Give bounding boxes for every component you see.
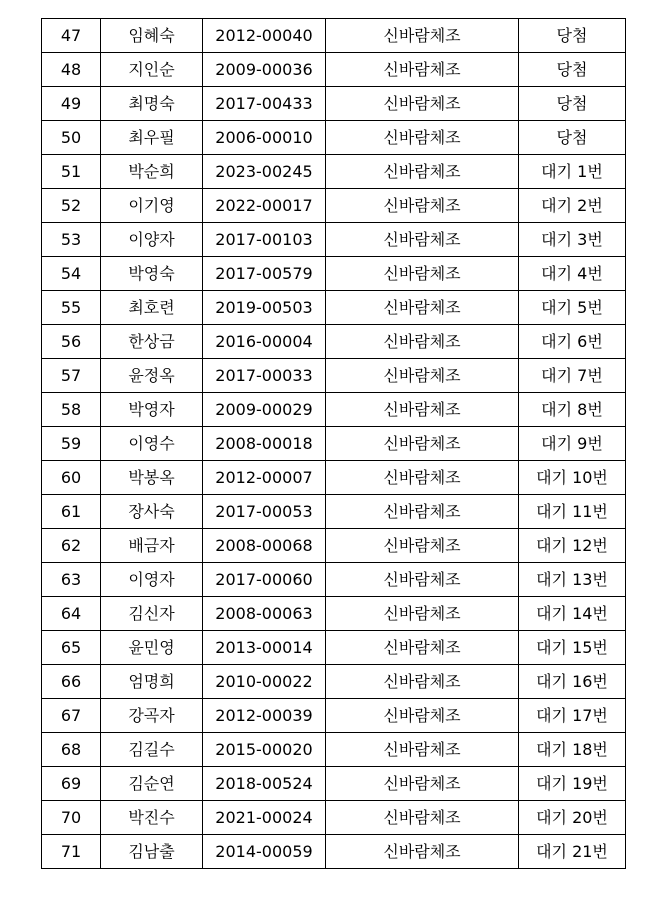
registration-number: 2014-00059 [203, 835, 326, 869]
row-number: 53 [42, 223, 101, 257]
table-row [42, 189, 626, 223]
registration-number: 2019-00503 [203, 291, 326, 325]
registration-number: 2017-00103 [203, 223, 326, 257]
row-number: 68 [42, 733, 101, 767]
team-name: 신바람체조 [326, 563, 519, 597]
registration-number: 2017-00060 [203, 563, 326, 597]
table-row [42, 461, 626, 495]
team-name: 신바람체조 [326, 189, 519, 223]
registration-number: 2023-00245 [203, 155, 326, 189]
member-name: 최우필 [101, 121, 203, 155]
table-row [42, 87, 626, 121]
registration-number: 2021-00024 [203, 801, 326, 835]
team-name: 신바람체조 [326, 665, 519, 699]
table-row [42, 53, 626, 87]
team-name: 신바람체조 [326, 257, 519, 291]
team-name: 신바람체조 [326, 121, 519, 155]
row-number: 71 [42, 835, 101, 869]
row-number: 63 [42, 563, 101, 597]
row-number: 61 [42, 495, 101, 529]
member-name: 김남출 [101, 835, 203, 869]
row-number: 50 [42, 121, 101, 155]
member-name: 엄명희 [101, 665, 203, 699]
table-row [42, 665, 626, 699]
registration-number: 2013-00014 [203, 631, 326, 665]
roster-table-body [42, 19, 626, 869]
member-name: 윤정옥 [101, 359, 203, 393]
table-row [42, 767, 626, 801]
row-number: 69 [42, 767, 101, 801]
team-name: 신바람체조 [326, 19, 519, 53]
team-name: 신바람체조 [326, 495, 519, 529]
registration-number: 2017-00579 [203, 257, 326, 291]
team-name: 신바람체조 [326, 699, 519, 733]
row-number: 62 [42, 529, 101, 563]
row-number: 49 [42, 87, 101, 121]
registration-number: 2018-00524 [203, 767, 326, 801]
row-number: 47 [42, 19, 101, 53]
team-name: 신바람체조 [326, 529, 519, 563]
member-name: 장사숙 [101, 495, 203, 529]
registration-number: 2012-00039 [203, 699, 326, 733]
table-row [42, 393, 626, 427]
table-row [42, 529, 626, 563]
draw-result: 대기 13번 [519, 563, 626, 597]
team-name: 신바람체조 [326, 733, 519, 767]
draw-result: 대기 2번 [519, 189, 626, 223]
member-name: 박순희 [101, 155, 203, 189]
team-name: 신바람체조 [326, 461, 519, 495]
team-name: 신바람체조 [326, 835, 519, 869]
draw-result: 대기 15번 [519, 631, 626, 665]
draw-result: 대기 5번 [519, 291, 626, 325]
member-name: 최명숙 [101, 87, 203, 121]
table-row [42, 19, 626, 53]
member-name: 박영숙 [101, 257, 203, 291]
draw-result: 대기 14번 [519, 597, 626, 631]
team-name: 신바람체조 [326, 155, 519, 189]
draw-result: 대기 4번 [519, 257, 626, 291]
member-name: 이영자 [101, 563, 203, 597]
row-number: 57 [42, 359, 101, 393]
table-row [42, 801, 626, 835]
registration-number: 2009-00029 [203, 393, 326, 427]
team-name: 신바람체조 [326, 597, 519, 631]
draw-result: 대기 8번 [519, 393, 626, 427]
member-name: 박봉옥 [101, 461, 203, 495]
member-name: 박진수 [101, 801, 203, 835]
registration-number: 2017-00053 [203, 495, 326, 529]
member-name: 윤민영 [101, 631, 203, 665]
team-name: 신바람체조 [326, 631, 519, 665]
table-row [42, 835, 626, 869]
registration-number: 2009-00036 [203, 53, 326, 87]
member-name: 박영자 [101, 393, 203, 427]
table-row [42, 223, 626, 257]
registration-number: 2022-00017 [203, 189, 326, 223]
registration-number: 2012-00007 [203, 461, 326, 495]
team-name: 신바람체조 [326, 801, 519, 835]
member-name: 최호련 [101, 291, 203, 325]
draw-result: 대기 3번 [519, 223, 626, 257]
draw-result: 대기 6번 [519, 325, 626, 359]
table-row [42, 325, 626, 359]
draw-result: 대기 16번 [519, 665, 626, 699]
row-number: 65 [42, 631, 101, 665]
member-name: 김순연 [101, 767, 203, 801]
team-name: 신바람체조 [326, 87, 519, 121]
table-row [42, 733, 626, 767]
member-name: 이양자 [101, 223, 203, 257]
draw-result: 당첨 [519, 19, 626, 53]
team-name: 신바람체조 [326, 53, 519, 87]
draw-result: 대기 10번 [519, 461, 626, 495]
registration-number: 2016-00004 [203, 325, 326, 359]
draw-result: 대기 7번 [519, 359, 626, 393]
draw-result: 대기 11번 [519, 495, 626, 529]
member-name: 이기영 [101, 189, 203, 223]
team-name: 신바람체조 [326, 359, 519, 393]
row-number: 54 [42, 257, 101, 291]
registration-number: 2017-00033 [203, 359, 326, 393]
member-name: 김길수 [101, 733, 203, 767]
draw-result: 대기 19번 [519, 767, 626, 801]
table-row [42, 155, 626, 189]
team-name: 신바람체조 [326, 223, 519, 257]
draw-result: 대기 1번 [519, 155, 626, 189]
draw-result: 대기 21번 [519, 835, 626, 869]
team-name: 신바람체조 [326, 767, 519, 801]
registration-number: 2017-00433 [203, 87, 326, 121]
member-name: 이영수 [101, 427, 203, 461]
team-name: 신바람체조 [326, 427, 519, 461]
row-number: 58 [42, 393, 101, 427]
row-number: 48 [42, 53, 101, 87]
draw-result: 대기 18번 [519, 733, 626, 767]
row-number: 70 [42, 801, 101, 835]
registration-number: 2006-00010 [203, 121, 326, 155]
roster-table [41, 18, 626, 869]
table-row [42, 631, 626, 665]
row-number: 66 [42, 665, 101, 699]
registration-number: 2008-00068 [203, 529, 326, 563]
table-row [42, 257, 626, 291]
table-row [42, 495, 626, 529]
row-number: 67 [42, 699, 101, 733]
registration-number: 2010-00022 [203, 665, 326, 699]
registration-number: 2008-00018 [203, 427, 326, 461]
draw-result: 대기 12번 [519, 529, 626, 563]
member-name: 강곡자 [101, 699, 203, 733]
team-name: 신바람체조 [326, 393, 519, 427]
draw-result: 당첨 [519, 87, 626, 121]
table-row [42, 427, 626, 461]
registration-number: 2008-00063 [203, 597, 326, 631]
team-name: 신바람체조 [326, 291, 519, 325]
row-number: 60 [42, 461, 101, 495]
draw-result: 당첨 [519, 53, 626, 87]
table-row [42, 597, 626, 631]
registration-number: 2015-00020 [203, 733, 326, 767]
draw-result: 대기 17번 [519, 699, 626, 733]
table-row [42, 563, 626, 597]
draw-result: 대기 9번 [519, 427, 626, 461]
row-number: 52 [42, 189, 101, 223]
member-name: 임혜숙 [101, 19, 203, 53]
table-row [42, 359, 626, 393]
registration-number: 2012-00040 [203, 19, 326, 53]
team-name: 신바람체조 [326, 325, 519, 359]
table-row [42, 699, 626, 733]
row-number: 59 [42, 427, 101, 461]
row-number: 51 [42, 155, 101, 189]
member-name: 배금자 [101, 529, 203, 563]
row-number: 55 [42, 291, 101, 325]
row-number: 56 [42, 325, 101, 359]
row-number: 64 [42, 597, 101, 631]
draw-result: 당첨 [519, 121, 626, 155]
draw-result: 대기 20번 [519, 801, 626, 835]
table-row [42, 121, 626, 155]
table-row [42, 291, 626, 325]
member-name: 한상금 [101, 325, 203, 359]
member-name: 김신자 [101, 597, 203, 631]
member-name: 지인순 [101, 53, 203, 87]
